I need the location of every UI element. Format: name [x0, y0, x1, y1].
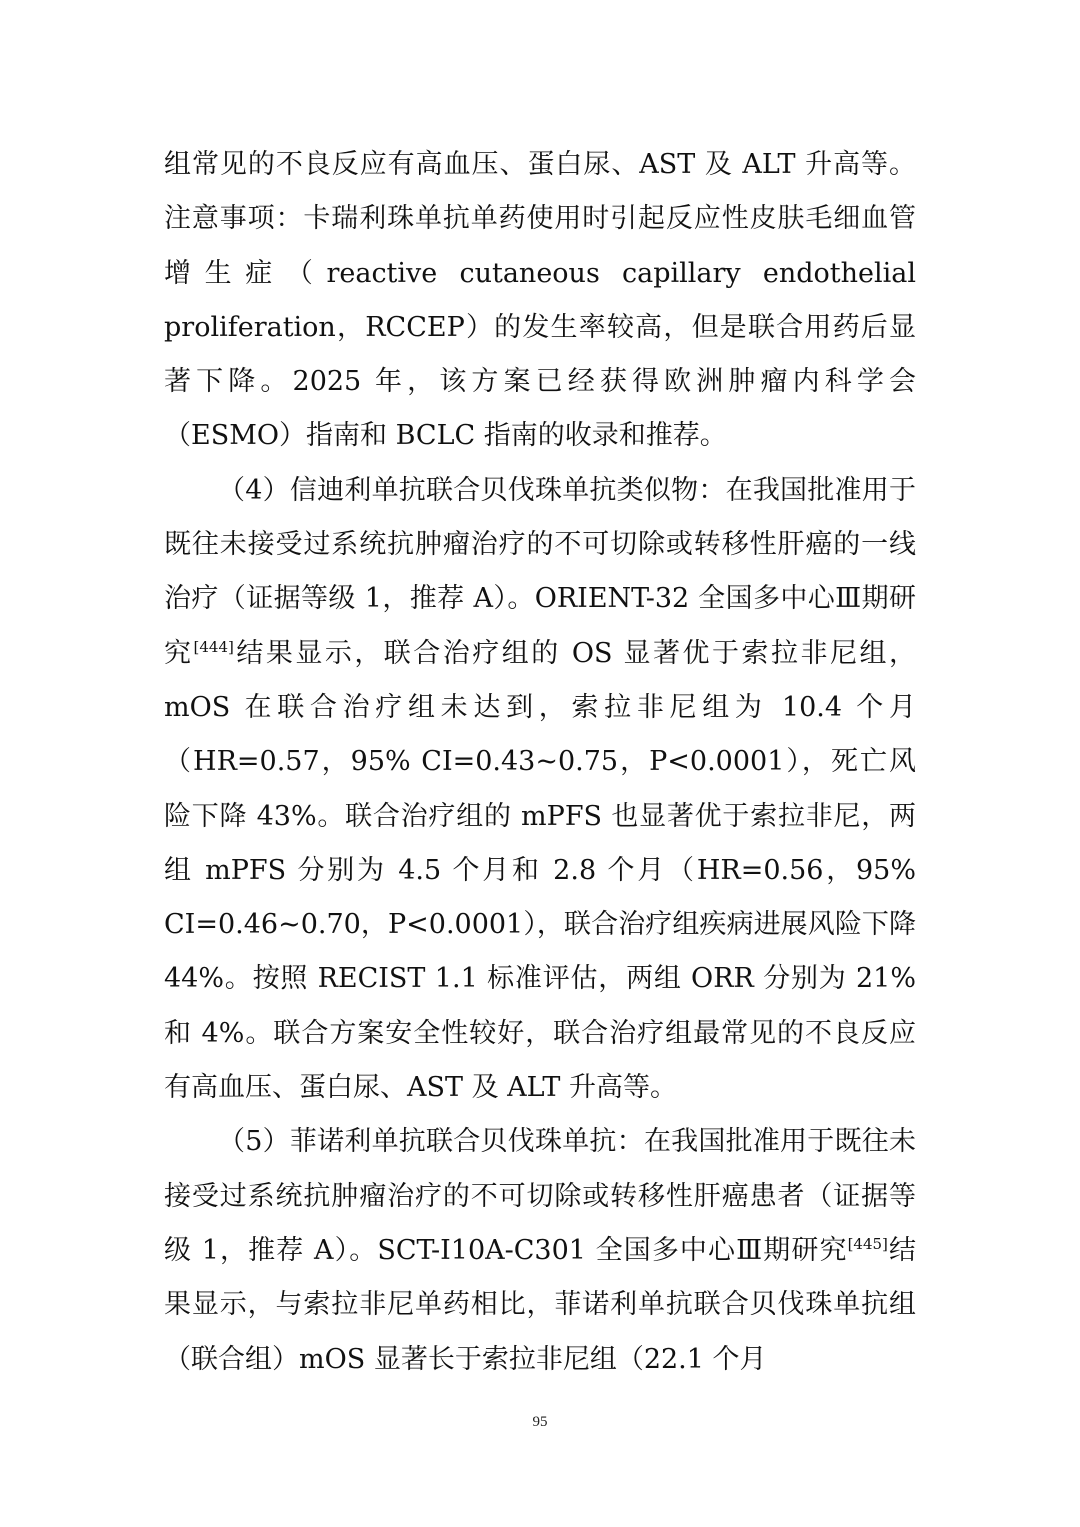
page-number: 95	[532, 1414, 548, 1430]
paragraph-text-part: 结果显示，与索拉非尼单药相比，菲诺利单抗联合贝伐珠单抗组（联合组）mOS 显著长于索拉非尼组（22.1 个月	[164, 1234, 917, 1375]
paragraph-sintilimab	[164, 464, 916, 1116]
paragraph-text-part: （4）信迪利单抗联合贝伐珠单抗类似物：在我国批准用于既往未接受过系统抗肿瘤治疗的不可切除或转移性肝癌的一线治疗（证据等级 1，推荐 A）。ORIENT-32 全国多中心Ⅲ期研究	[164, 474, 916, 669]
citation-reference[interactable]: [444]	[193, 637, 234, 656]
citation-reference[interactable]: [445]	[847, 1234, 888, 1253]
body-text	[164, 138, 916, 1387]
paragraph-text-part: 结果显示，联合治疗组的 OS 显著优于索拉非尼组，mOS 在联合治疗组未达到，索拉非尼组为 10.4 个月（HR=0.57，95% CI=0.43~0.75，P<0.0001），死亡风险下降 43%。联合治疗组的 mPFS 也显著优于索拉非尼，两组 mPFS 分别为 4.5 个月和 2.8 个月（HR=0.56，95% CI=0.46~0.70，P<0.0001），联合治疗组疾病进展风险下降 44%。按照 RECIST 1.1 标准评估，两组 ORR 分别为 21%和 4%。联合方案安全性较好，联合治疗组最常见的不良反应有高血压、蛋白尿、AST 及 ALT 升高等。	[164, 637, 917, 1104]
paragraph-continuation: 组常见的不良反应有高血压、蛋白尿、AST 及 ALT 升高等。注意事项：卡瑞利珠单抗单药使用时引起反应性皮肤毛细血管增生症（reactive cutaneous capillary endothelial proliferation，RCCEP）的发生率较高，但是联合用药后显著下降。2025 年，该方案已经获得欧洲肿瘤内科学会（ESMO）指南和 BCLC 指南的收录和推荐。	[164, 149, 916, 452]
paragraph-text-part: （5）菲诺利单抗联合贝伐珠单抗：在我国批准用于既往未接受过系统抗肿瘤治疗的不可切除或转移性肝癌患者（证据等级 1，推荐 A）。SCT-I10A-C301 全国多中心Ⅲ期研究	[164, 1126, 916, 1266]
paragraph-finotonlimab	[164, 1115, 916, 1386]
